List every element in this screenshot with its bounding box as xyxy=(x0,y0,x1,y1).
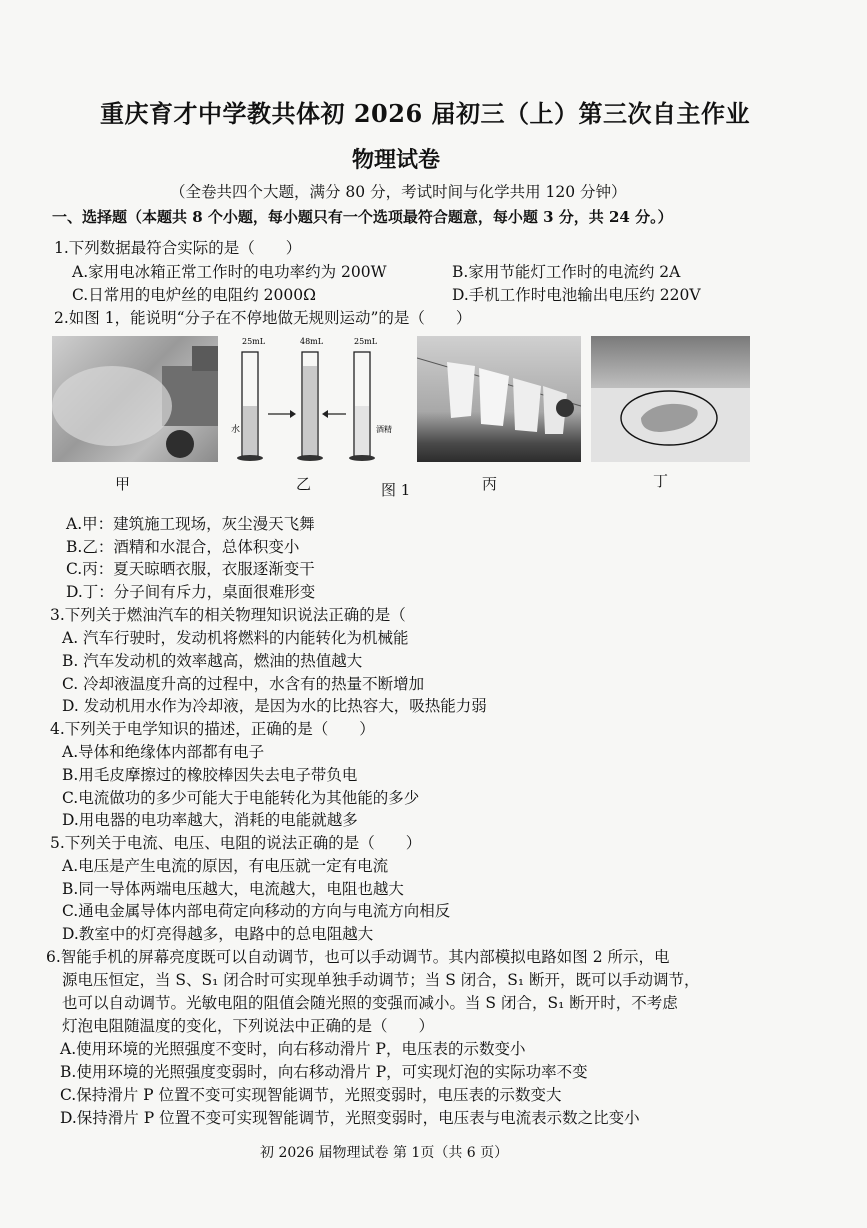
question-stem: 4.下列关于电学知识的描述，正确的是（ ） xyxy=(50,720,375,738)
option-b: B.乙：酒精和水混合，总体积变小 xyxy=(66,538,300,556)
option-d: D.用电器的电功率越大，消耗的电能就越多 xyxy=(62,811,358,829)
question-stem: 3.下列关于燃油汽车的相关物理知识说法正确的是（ xyxy=(50,606,406,624)
option-a: A.家用电冰箱正常工作时的电功率约为 200W xyxy=(72,263,387,281)
question-stem: 1.下列数据最符合实际的是（ ） xyxy=(54,239,302,257)
option-c: C.电流做功的多少可能大于电能转化为其他能的多少 xyxy=(62,789,420,807)
option-b: B. 汽车发动机的效率越高，燃油的热值越大 xyxy=(62,652,363,670)
figure-photo-jia xyxy=(52,336,218,462)
cylinder-right-volume: 25mL xyxy=(354,337,378,346)
page-subtitle: 物理试卷 xyxy=(352,147,441,173)
option-b: B.用毛皮摩擦过的橡胶棒因失去电子带负电 xyxy=(62,766,358,784)
laundry-illustration xyxy=(417,336,581,462)
exam-note: （全卷共四个大题，满分 80 分，考试时间与化学共用 120 分钟） xyxy=(170,183,627,201)
question-stem-line3: 也可以自动调节。光敏电阻的阻值会随光照的变强而减小。当 S 闭合，S₁ 断开时，不考虑 xyxy=(62,994,678,1012)
cylinder-right-liquid: 酒精 xyxy=(376,425,392,434)
figure-photo-bing xyxy=(417,336,581,462)
option-b: B.同一导体两端电压越大，电流越大，电阻也越大 xyxy=(62,880,404,898)
option-a: A.使用环境的光照强度不变时，向右移动滑片 P，电压表的示数变小 xyxy=(60,1040,526,1058)
figure-label-ding: 丁 xyxy=(653,472,669,490)
question-stem: 5.下列关于电流、电压、电阻的说法正确的是（ ） xyxy=(50,834,422,852)
option-c: C.日常用的电炉丝的电阻约 2000Ω xyxy=(72,286,316,304)
question-stem-line1: 6.智能手机的屏幕亮度既可以自动调节，也可以手动调节。其内部模拟电路如图 2 所示，电 xyxy=(46,948,670,966)
page-footer: 初 2026 届物理试卷 第 1页（共 6 页） xyxy=(260,1145,509,1161)
figure-caption: 图 1 xyxy=(381,481,411,499)
option-a: A.电压是产生电流的原因，有电压就一定有电流 xyxy=(62,857,389,875)
cylinder-middle-volume: 48mL xyxy=(300,337,324,346)
option-d: D.手机工作时电池输出电压约 220V xyxy=(452,286,701,304)
cylinder-left-liquid: 水 xyxy=(231,425,241,435)
figure-label-yi: 乙 xyxy=(296,475,312,493)
cylinder-left-volume: 25mL xyxy=(242,337,266,346)
option-a: A.导体和绝缘体内部都有电子 xyxy=(62,743,265,761)
option-a: A. 汽车行驶时，发动机将燃料的内能转化为机械能 xyxy=(62,629,409,647)
question-stem: 2.如图 1，能说明“分子在不停地做无规则运动”的是（ ） xyxy=(54,309,472,327)
option-c: C.保持滑片 P 位置不变可实现智能调节，光照变弱时，电压表的示数变大 xyxy=(60,1086,562,1104)
question-stem-line2: 源电压恒定，当 S、S₁ 闭合时可实现单独手动调节；当 S 闭合，S₁ 断开，既可以手动调节， xyxy=(62,971,700,989)
option-b: B.家用节能灯工作时的电流约 2A xyxy=(452,263,681,281)
option-c: C.丙：夏天晾晒衣服，衣服逐渐变干 xyxy=(66,560,315,578)
question-stem-line4: 灯泡电阻随温度的变化，下列说法中正确的是（ ） xyxy=(62,1017,435,1035)
option-d: D.丁：分子间有斥力，桌面很难形变 xyxy=(66,583,316,601)
option-c: C.通电金属导体内部电荷定向移动的方向与电流方向相反 xyxy=(62,902,451,920)
figure-photo-ding xyxy=(591,336,750,462)
truck-dust-illustration xyxy=(52,336,218,462)
cylinders-diagram xyxy=(228,336,398,466)
figure-label-jia: 甲 xyxy=(115,475,131,493)
option-b: B.使用环境的光照强度变弱时，向右移动滑片 P，可实现灯泡的实际功率不变 xyxy=(60,1063,588,1081)
page-title: 重庆育才中学教共体初 2026 届初三（上）第三次自主作业 xyxy=(100,99,751,128)
option-a: A.甲：建筑施工现场，灰尘漫天飞舞 xyxy=(66,515,315,533)
section-heading: 一、选择题（本题共 8 个小题，每小题只有一个选项最符合题意，每小题 3 分，共 24 分。） xyxy=(52,208,673,226)
hand-on-table-illustration xyxy=(591,336,750,462)
figure-cylinders-yi xyxy=(228,336,398,466)
option-d: D.教室中的灯亮得越多，电路中的总电阻越大 xyxy=(62,925,374,943)
option-c: C. 冷却液温度升高的过程中，水含有的热量不断增加 xyxy=(62,675,425,693)
option-d: D. 发动机用水作为冷却液，是因为水的比热容大，吸热能力弱 xyxy=(62,697,487,715)
figure-label-bing: 丙 xyxy=(482,475,498,493)
option-d: D.保持滑片 P 位置不变可实现智能调节，光照变弱时，电压表与电流表示数之比变小 xyxy=(60,1109,640,1127)
